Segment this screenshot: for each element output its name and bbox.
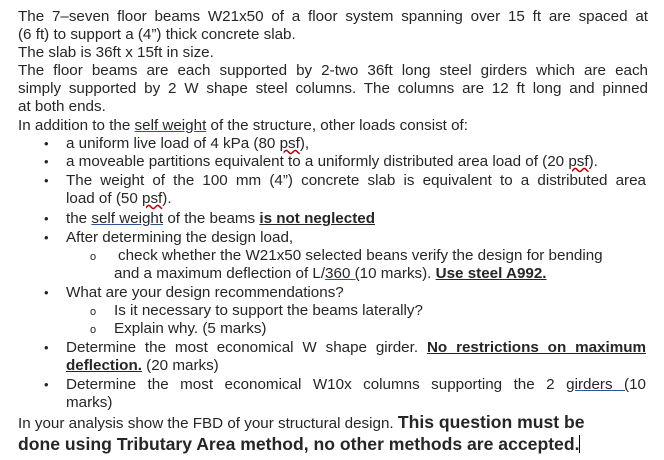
deflection-emphasis: deflection. — [66, 357, 142, 374]
intro-line-1: The 7–seven floor beams W21x50 of a floor system spanning over 15 ft are spaced at — [18, 8, 648, 25]
live-load-item — [66, 135, 646, 153]
steel-grade-emphasis: Use steel A992. — [435, 265, 547, 282]
fbd-text: In your analysis show the FBD of your structural design. — [18, 415, 398, 432]
slab-size-line: The slab is 36ft x 15ft in size. — [18, 44, 214, 61]
partition-load-text: a moveable partitions equivalent to a uniformly distributed area load of (20 — [66, 153, 569, 170]
slab-load-item-line-1: The weight of the 100 mm (4”) concrete slab is equivalent to a distributed area — [66, 172, 646, 189]
girders-line-2: simply supported by 2 W shape steel columns. The columns are 12 ft long and pinned — [18, 80, 648, 97]
columns-marks-number: 10 — [629, 376, 646, 393]
self-weight-text-a: the — [66, 210, 92, 227]
girder-text: Determine the most economical W shape girder. — [66, 339, 427, 356]
columns-item-line-1 — [66, 376, 646, 394]
loads-intro-text-c: of the structure, other loads consist of: — [206, 117, 468, 134]
bullet-icon: • — [44, 230, 49, 245]
girders-line-1: The floor beams are each supported by 2-two 36ft long steel girders which are each — [18, 62, 648, 79]
girder-marks: (20 marks) — [141, 357, 219, 374]
sub-bullet-icon: o — [90, 251, 97, 263]
tributary-emphasis-part2: done using Tributary Area method, no other methods are accepted. — [18, 434, 580, 454]
bullet-icon: • — [44, 340, 49, 355]
partition-load-item — [66, 153, 646, 171]
partition-load-end: ). — [588, 153, 598, 170]
check-beams-line-2 — [114, 265, 644, 283]
live-load-text: a uniform live load of 4 kPa (80 — [66, 135, 280, 152]
marks-text: 10 marks). — [359, 265, 436, 282]
bullet-icon: • — [44, 377, 49, 392]
bullet-icon: • — [44, 173, 49, 188]
recommendations-item: What are your design recommendations? — [66, 284, 344, 301]
sub-bullet-icon: o — [90, 324, 97, 336]
self-weight-item — [66, 210, 646, 228]
bullet-icon: • — [44, 211, 49, 226]
girder-item-line-2 — [66, 357, 646, 375]
self-weight-term: self weight — [91, 210, 164, 227]
bullet-icon: • — [44, 285, 49, 300]
psf-unit: psf — [279, 135, 300, 152]
self-weight-text-c: of the beams — [163, 210, 260, 227]
analysis-line-2 — [18, 435, 648, 455]
loads-intro-text-a: In addition to the — [18, 117, 135, 134]
girders-line-3: at both ends. — [18, 98, 106, 115]
check-beams-line-1: check whether the W21x50 selected beans verify the design for bending — [118, 247, 603, 264]
intro-line-2: (6 ft) to support a (4”) thick concrete slab. — [18, 26, 296, 43]
slab-load-text: load of (50 — [66, 190, 142, 207]
explain-why-item: Explain why. (5 marks) — [114, 320, 267, 337]
live-load-end: ), — [299, 135, 310, 152]
psf-unit: psf — [142, 190, 163, 207]
slab-load-end: ). — [162, 190, 172, 207]
self-weight-term: self weight — [134, 117, 207, 134]
loads-intro-line — [18, 117, 648, 135]
psf-unit: psf — [568, 153, 589, 170]
lateral-support-question: Is it necessary to support the beams laterally? — [114, 302, 423, 319]
slab-load-item-line-2 — [66, 190, 646, 208]
deflection-text: and a maximum deflection of L/ — [114, 265, 326, 282]
no-restrictions-emphasis: No restrictions on maximum — [426, 339, 646, 356]
bullet-icon: • — [44, 154, 49, 169]
girder-item-line-1 — [66, 339, 646, 357]
bullet-icon: • — [44, 136, 49, 151]
design-load-item: After determining the design load, — [66, 229, 294, 246]
not-neglected-emphasis: is not neglected — [259, 210, 375, 227]
girders-term: girders ( — [566, 376, 630, 393]
columns-text: Determine the most economical W10x columns supporting the 2 — [66, 376, 567, 393]
tributary-emphasis-part1: This question must be — [397, 412, 585, 432]
analysis-line-1 — [18, 413, 648, 433]
sub-bullet-icon: o — [90, 306, 97, 318]
deflection-limit: 360 ( — [325, 265, 360, 282]
text-cursor — [579, 435, 580, 453]
columns-item-line-2: marks) — [66, 394, 113, 411]
